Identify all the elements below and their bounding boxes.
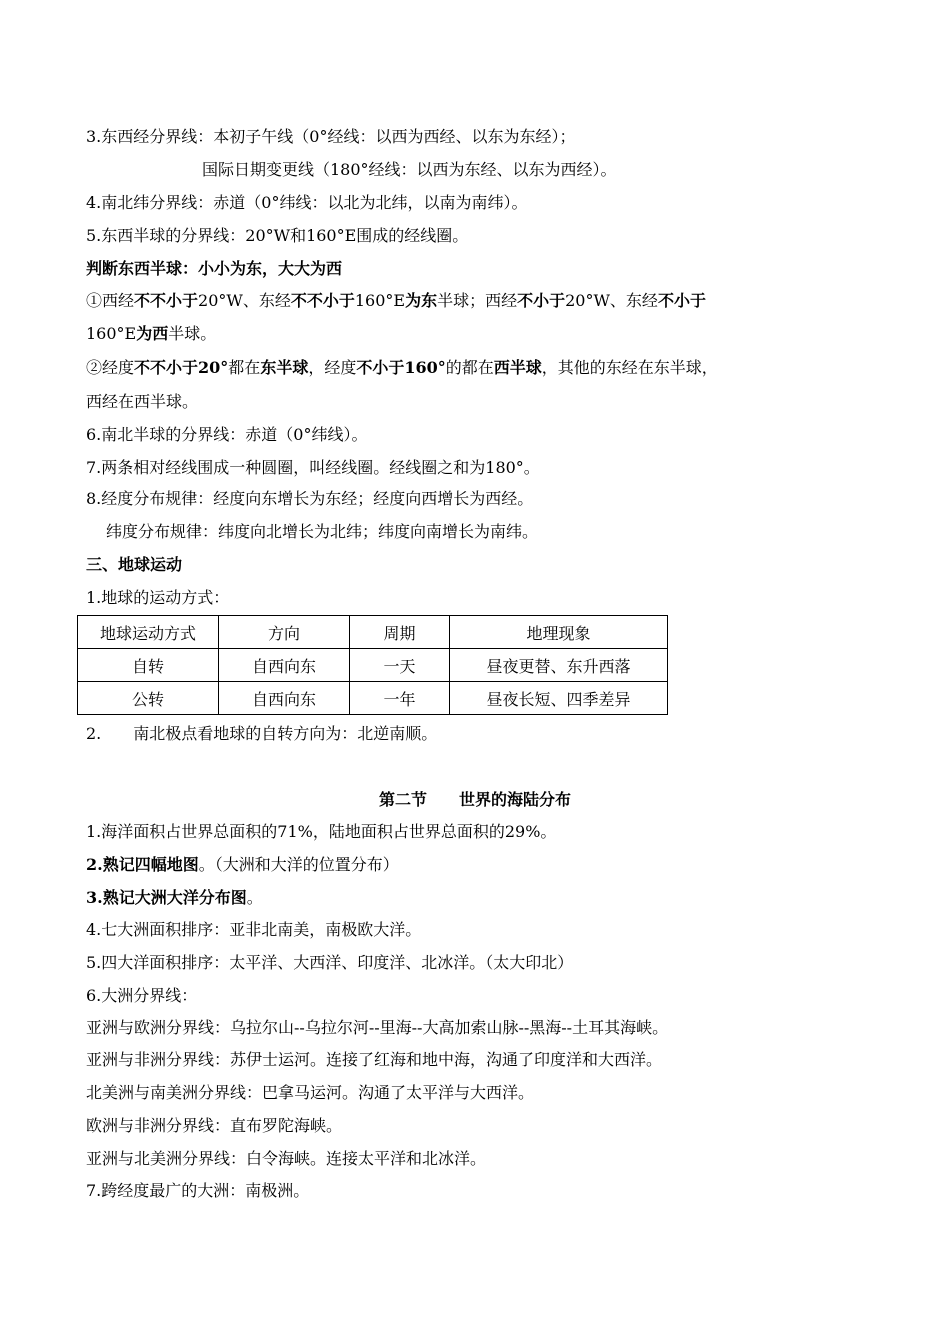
text-segment: 。（大洲和大洋的位置分布） — [198, 855, 399, 874]
table-row — [78, 649, 668, 682]
text-line: 亚洲与欧洲分界线：乌拉尔山--乌拉尔河--里海--大高加索山脉--黑海--土耳其海峡。 — [86, 1018, 669, 1037]
text-segment: 半球；西经 — [437, 291, 518, 310]
table-cell: 公转 — [78, 682, 219, 715]
text-line: 8.经度分布规律：经度向东增长为东经；经度向西增长为西经。 — [86, 489, 534, 508]
text-line: 6.南北半球的分界线：赤道（0°纬线）。 — [86, 425, 368, 444]
bold-segment: 不不小于20° — [134, 358, 229, 377]
text-segment: 160°E — [354, 291, 406, 310]
text-segment: ②经度 — [86, 358, 135, 377]
text-line — [86, 324, 216, 344]
bold-segment: 2.熟记四幅地图 — [86, 855, 199, 874]
bold-segment: 东半球 — [260, 358, 309, 377]
table-header-cell: 地理现象 — [450, 616, 668, 649]
text-line: 5.东西半球的分界线：20°W和160°E围成的经线圈。 — [86, 226, 469, 245]
text-segment: ①西经 — [86, 291, 135, 310]
earth-motion-table — [77, 615, 668, 715]
text-line: 纬度分布规律：纬度向北增长为北纬；纬度向南增长为南纬。 — [106, 522, 539, 541]
bold-segment: 西半球 — [493, 358, 542, 377]
text-segment: 都在 — [228, 358, 261, 377]
section-title: 第二节 世界的海陆分布 — [378, 790, 571, 809]
text-line: 1.海洋面积占世界总面积的71%，陆地面积占世界总面积的29%。 — [86, 822, 557, 841]
table-cell: 一天 — [350, 649, 450, 682]
text-segment: 。 — [246, 888, 263, 907]
text-segment: ，其他的东经在东半球， — [541, 358, 718, 377]
text-line: 亚洲与非洲分界线：苏伊士运河。连接了红海和地中海，沟通了印度洋和大西洋。 — [86, 1050, 663, 1069]
section-heading: 三、地球运动 — [86, 555, 183, 574]
text-line: 西经在西半球。 — [86, 392, 199, 411]
text-line: 7.两条相对经线围成一种圆圈，叫经线圈。经线圈之和为180°。 — [86, 458, 540, 477]
text-line — [86, 291, 706, 311]
table-cell: 自西向东 — [219, 682, 350, 715]
bold-segment: 不不小于 — [290, 291, 355, 310]
text-line: 1.地球的运动方式： — [86, 588, 230, 607]
table-header-cell: 周期 — [350, 616, 450, 649]
text-line: 5.四大洋面积排序：太平洋、大西洋、印度洋、北冰洋。（太大印北） — [86, 953, 574, 972]
text-line: 3.东西经分界线：本初子午线（0°经线：以西为西经、以东为东经）； — [86, 127, 576, 146]
text-segment: 的都在 — [445, 358, 494, 377]
text-line: 2. 南北极点看地球的自转方向为：北逆南顺。 — [86, 724, 438, 743]
text-line: 6.大洲分界线： — [86, 986, 198, 1005]
text-line: 国际日期变更线（180°经线：以西为东经、以东为西经）。 — [202, 160, 617, 179]
bold-segment: 不不小于 — [134, 291, 199, 310]
text-line: 4.南北纬分界线：赤道（0°纬线：以北为北纬，以南为南纬）。 — [86, 193, 528, 212]
text-segment: ，经度 — [308, 358, 357, 377]
text-line: 欧洲与非洲分界线：直布罗陀海峡。 — [86, 1116, 343, 1135]
text-segment: 半球。 — [168, 324, 217, 343]
text-segment: 20°W、东经 — [565, 291, 658, 310]
table-header-row — [78, 616, 668, 649]
text-segment: 20°W、东经 — [198, 291, 291, 310]
bold-segment: 不小于 — [657, 291, 706, 310]
text-line: 亚洲与北美洲分界线：白令海峡。连接太平洋和北冰洋。 — [86, 1149, 487, 1168]
text-line — [86, 888, 263, 908]
text-line — [86, 855, 399, 875]
bold-segment: 为西 — [136, 324, 169, 343]
bold-segment: 为东 — [405, 291, 438, 310]
bold-segment: 不小于160° — [356, 358, 446, 377]
text-line: 7.跨经度最广的大洲：南极洲。 — [86, 1181, 310, 1200]
text-line: 4.七大洲面积排序：亚非北南美，南极欧大洋。 — [86, 920, 422, 939]
table-cell: 自转 — [78, 649, 219, 682]
table-header-cell: 地球运动方式 — [78, 616, 219, 649]
text-segment: 160°E — [86, 324, 137, 343]
bold-heading: 判断东西半球：小小为东，大大为西 — [86, 259, 343, 278]
bold-segment: 3.熟记大洲大洋分布图 — [86, 888, 247, 907]
table-cell: 自西向东 — [219, 649, 350, 682]
table-cell: 一年 — [350, 682, 450, 715]
table-cell: 昼夜长短、四季差异 — [450, 682, 668, 715]
text-line: 北美洲与南美洲分界线：巴拿马运河。沟通了太平洋与大西洋。 — [86, 1083, 535, 1102]
bold-segment: 不小于 — [517, 291, 566, 310]
table-header-cell: 方向 — [219, 616, 350, 649]
text-line — [86, 358, 718, 378]
table-row — [78, 682, 668, 715]
table-cell: 昼夜更替、东升西落 — [450, 649, 668, 682]
